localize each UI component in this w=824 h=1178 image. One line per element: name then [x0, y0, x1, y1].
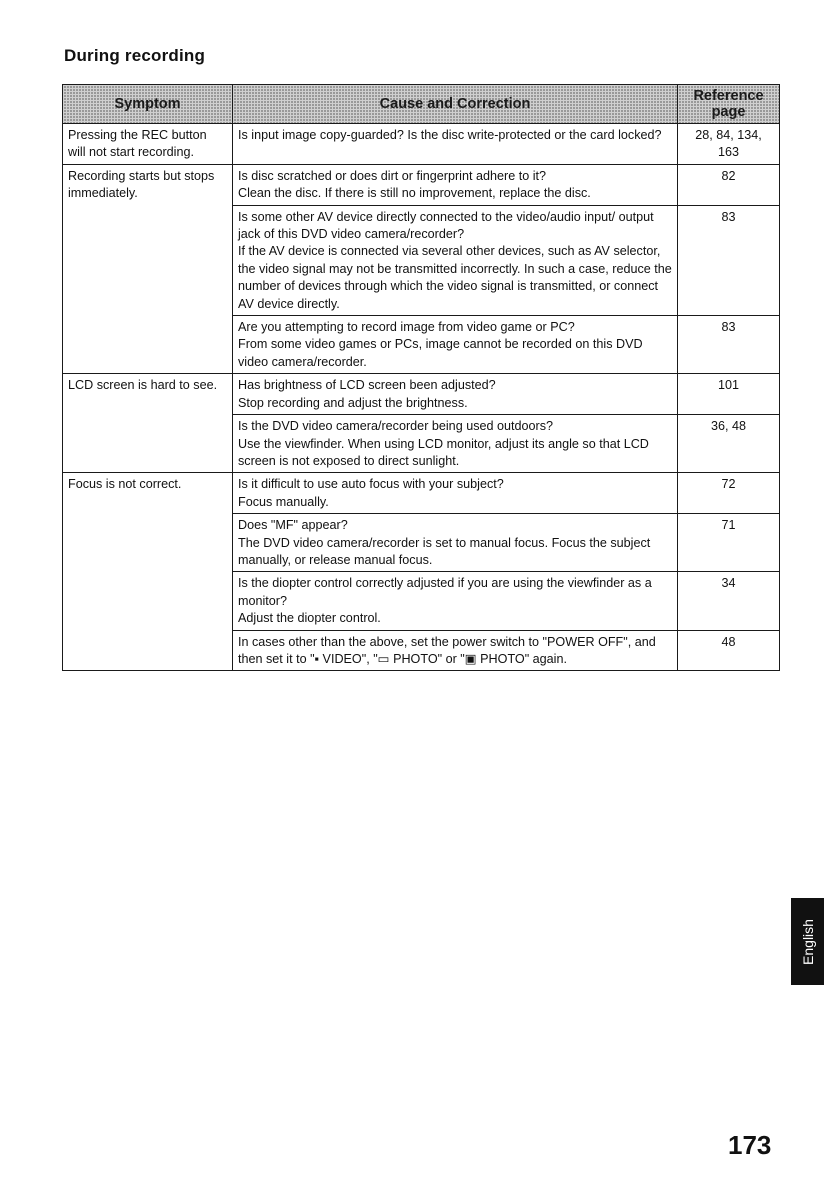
cause-question: Are you attempting to record image from video game or PC?: [238, 320, 575, 335]
cause-cell: [233, 316, 678, 374]
correction-text: Focus manually.: [238, 494, 329, 509]
reference-cell: 48: [678, 630, 780, 671]
troubleshooting-table: [62, 84, 780, 671]
page-number: 173: [728, 1130, 772, 1160]
correction-text: The DVD video camera/recorder is set to manual focus. Focus the subject manually, or release manual focus.: [238, 535, 651, 567]
symptom-cell: LCD screen is hard to see.: [63, 374, 233, 473]
cause-question: Is input image copy-guarded? Is the disc write-protected or the card locked?: [238, 128, 662, 142]
symptom-cell: Recording starts but stops immediately.: [63, 164, 233, 373]
symptom-cell: Pressing the REC button will not start recording.: [63, 124, 233, 165]
reference-cell: 101: [678, 374, 780, 415]
header-cause-correction: Cause and Correction: [233, 85, 678, 124]
table-header-row: [63, 85, 780, 124]
cause-question: Is the diopter control correctly adjusted if you are using the viewfinder as a monitor?: [238, 576, 652, 608]
correction-text: From some video games or PCs, image cannot be recorded on this DVD video camera/recorder.: [238, 337, 643, 369]
correction-text: Clean the disc. If there is still no improvement, replace the disc.: [238, 186, 591, 201]
language-tab-label: English: [799, 918, 816, 965]
correction-text: Stop recording and adjust the brightness.: [238, 395, 468, 410]
correction-text: Adjust the diopter control.: [238, 611, 381, 626]
cause-cell: [233, 415, 678, 473]
cause-cell: [233, 473, 678, 514]
reference-cell: 36, 48: [678, 415, 780, 473]
language-tab: [791, 898, 824, 985]
cause-question: Has brightness of LCD screen been adjusted?: [238, 378, 496, 393]
reference-cell: 72: [678, 473, 780, 514]
cause-cell: [233, 124, 678, 165]
cause-question: Is some other AV device directly connected to the video/audio input/ output jack of this DVD video camera/recorder?: [238, 209, 654, 242]
reference-cell: 83: [678, 205, 780, 315]
section-heading: During recording: [64, 46, 206, 65]
cause-question: Is disc scratched or does dirt or fingerprint adhere to it?: [238, 168, 546, 183]
reference-cell: 34: [678, 572, 780, 630]
cause-cell: [233, 374, 678, 415]
cause-cell: [233, 630, 678, 671]
reference-cell: 82: [678, 164, 780, 205]
cause-question: Is it difficult to use auto focus with your subject?: [238, 477, 504, 492]
reference-cell: 71: [678, 514, 780, 572]
reference-cell: 83: [678, 316, 780, 374]
cause-question: Is the DVD video camera/recorder being used outdoors?: [238, 419, 554, 434]
header-reference-page: Reference page: [678, 85, 780, 124]
cause-question: Does "MF" appear?: [238, 518, 348, 533]
table-row: [63, 374, 780, 415]
table-row: [63, 164, 780, 205]
header-symptom: Symptom: [63, 85, 233, 124]
correction-text: Use the viewfinder. When using LCD monitor, adjust its angle so that LCD screen is not exposed to direct sunlight.: [238, 436, 649, 468]
symptom-cell: Focus is not correct.: [63, 473, 233, 671]
table-row: [63, 124, 780, 165]
cause-question: In cases other than the above, set the power switch to "POWER OFF", and then set it to "▪ VIDEO", "▭ PHOTO" or "▣ PHOTO" again.: [238, 634, 656, 666]
cause-cell: [233, 572, 678, 630]
cause-cell: [233, 164, 678, 205]
correction-text: If the AV device is connected via several other devices, such as AV selector, the video signal may not be transmitted incorrectly. In such a case, reduce the number of devices through which the video signal is transmitted, or connect AV device directly.: [238, 244, 672, 311]
cause-cell: [233, 205, 678, 315]
cause-cell: [233, 514, 678, 572]
table-row: [63, 473, 780, 514]
reference-cell: 28, 84, 134, 163: [678, 124, 780, 165]
